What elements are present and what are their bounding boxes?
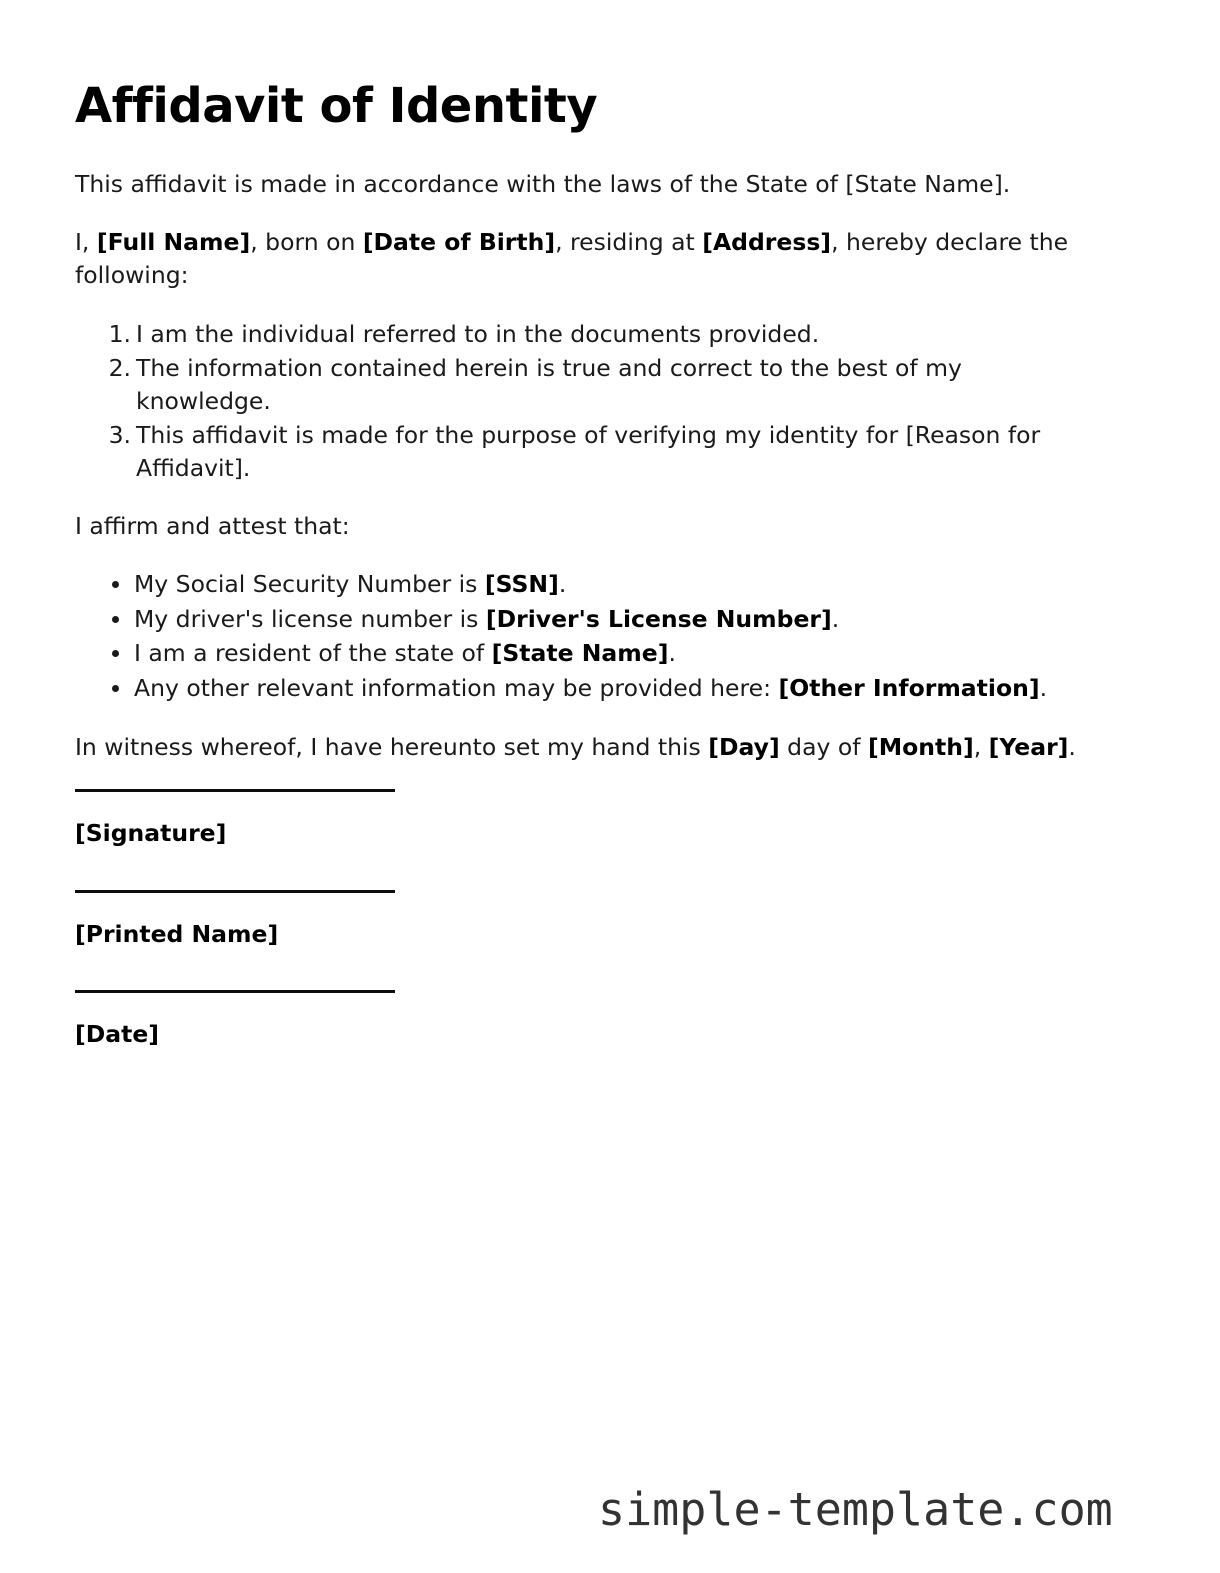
item-prefix: My Social Security Number is (134, 570, 485, 599)
list-item-text: This affidavit is made for the purpose of verifying my identity for [Reason for Affidavit]. (136, 421, 1041, 482)
full-name-placeholder: [Full Name] (96, 228, 251, 257)
date-of-birth-placeholder: [Date of Birth] (362, 228, 556, 257)
signature-label: [Signature] (75, 819, 227, 848)
item-suffix: . (558, 570, 567, 599)
intro-paragraph: This affidavit is made in accordance with the laws of the State of [State Name]. (75, 169, 1011, 198)
drivers-license-placeholder: [Driver's License Number] (485, 604, 832, 633)
list-item (75, 637, 1085, 669)
item-suffix: . (831, 604, 840, 633)
declaration-part3: , residing at (555, 228, 703, 257)
list-item (75, 318, 1085, 350)
item-prefix: Any other relevant information may be provided here: (134, 673, 779, 702)
printed-name-group (75, 890, 1102, 950)
state-name-placeholder: [State Name] (491, 639, 669, 668)
witness-part3: , (973, 732, 989, 761)
declaration-paragraph (75, 226, 1080, 293)
list-item-text (134, 570, 566, 598)
signature-section (75, 789, 1102, 1050)
witness-part4: . (1068, 732, 1076, 761)
list-item (75, 603, 1085, 635)
item-prefix: My driver's license number is (134, 604, 486, 633)
witness-part2: day of (779, 732, 868, 761)
list-item-text (134, 674, 1047, 702)
declaration-part1: I, (75, 228, 97, 257)
declaration-list (75, 318, 1085, 484)
printed-name-line[interactable] (75, 890, 395, 893)
date-label: [Date] (75, 1020, 160, 1049)
list-item (75, 568, 1085, 600)
date-line[interactable] (75, 990, 395, 993)
signature-line[interactable] (75, 789, 395, 792)
year-placeholder: [Year] (988, 732, 1069, 761)
date-group (75, 990, 1102, 1050)
other-information-placeholder: [Other Information] (778, 673, 1040, 702)
ssn-placeholder: [SSN] (484, 570, 559, 599)
affirm-heading: I affirm and attest that: (75, 511, 350, 540)
witness-paragraph (75, 731, 1080, 764)
footer-watermark: simple-template.com (598, 1483, 1113, 1536)
page-title: Affidavit of Identity (75, 78, 598, 134)
day-placeholder: [Day] (708, 732, 780, 761)
declaration-part4: , hereby declare the following: (75, 228, 1069, 290)
declaration-part2: , born on (250, 228, 363, 257)
list-item-text (134, 605, 839, 633)
list-item-text: The information contained herein is true and correct to the best of my knowledge. (136, 354, 962, 415)
list-item (75, 672, 1085, 704)
item-suffix: . (668, 639, 676, 668)
affirmation-list (75, 568, 1085, 704)
signature-group (75, 789, 1102, 849)
item-prefix: I am a resident of the state of (134, 639, 492, 668)
item-suffix: . (1039, 673, 1048, 702)
address-placeholder: [Address] (702, 228, 832, 257)
list-item (75, 352, 1085, 417)
month-placeholder: [Month] (868, 732, 974, 761)
list-item-text (134, 639, 676, 667)
list-item (75, 419, 1085, 484)
witness-part1: In witness whereof, I have hereunto set my hand this (75, 732, 709, 761)
list-item-text: I am the individual referred to in the documents provided. (136, 319, 820, 348)
printed-name-label: [Printed Name] (75, 919, 279, 948)
